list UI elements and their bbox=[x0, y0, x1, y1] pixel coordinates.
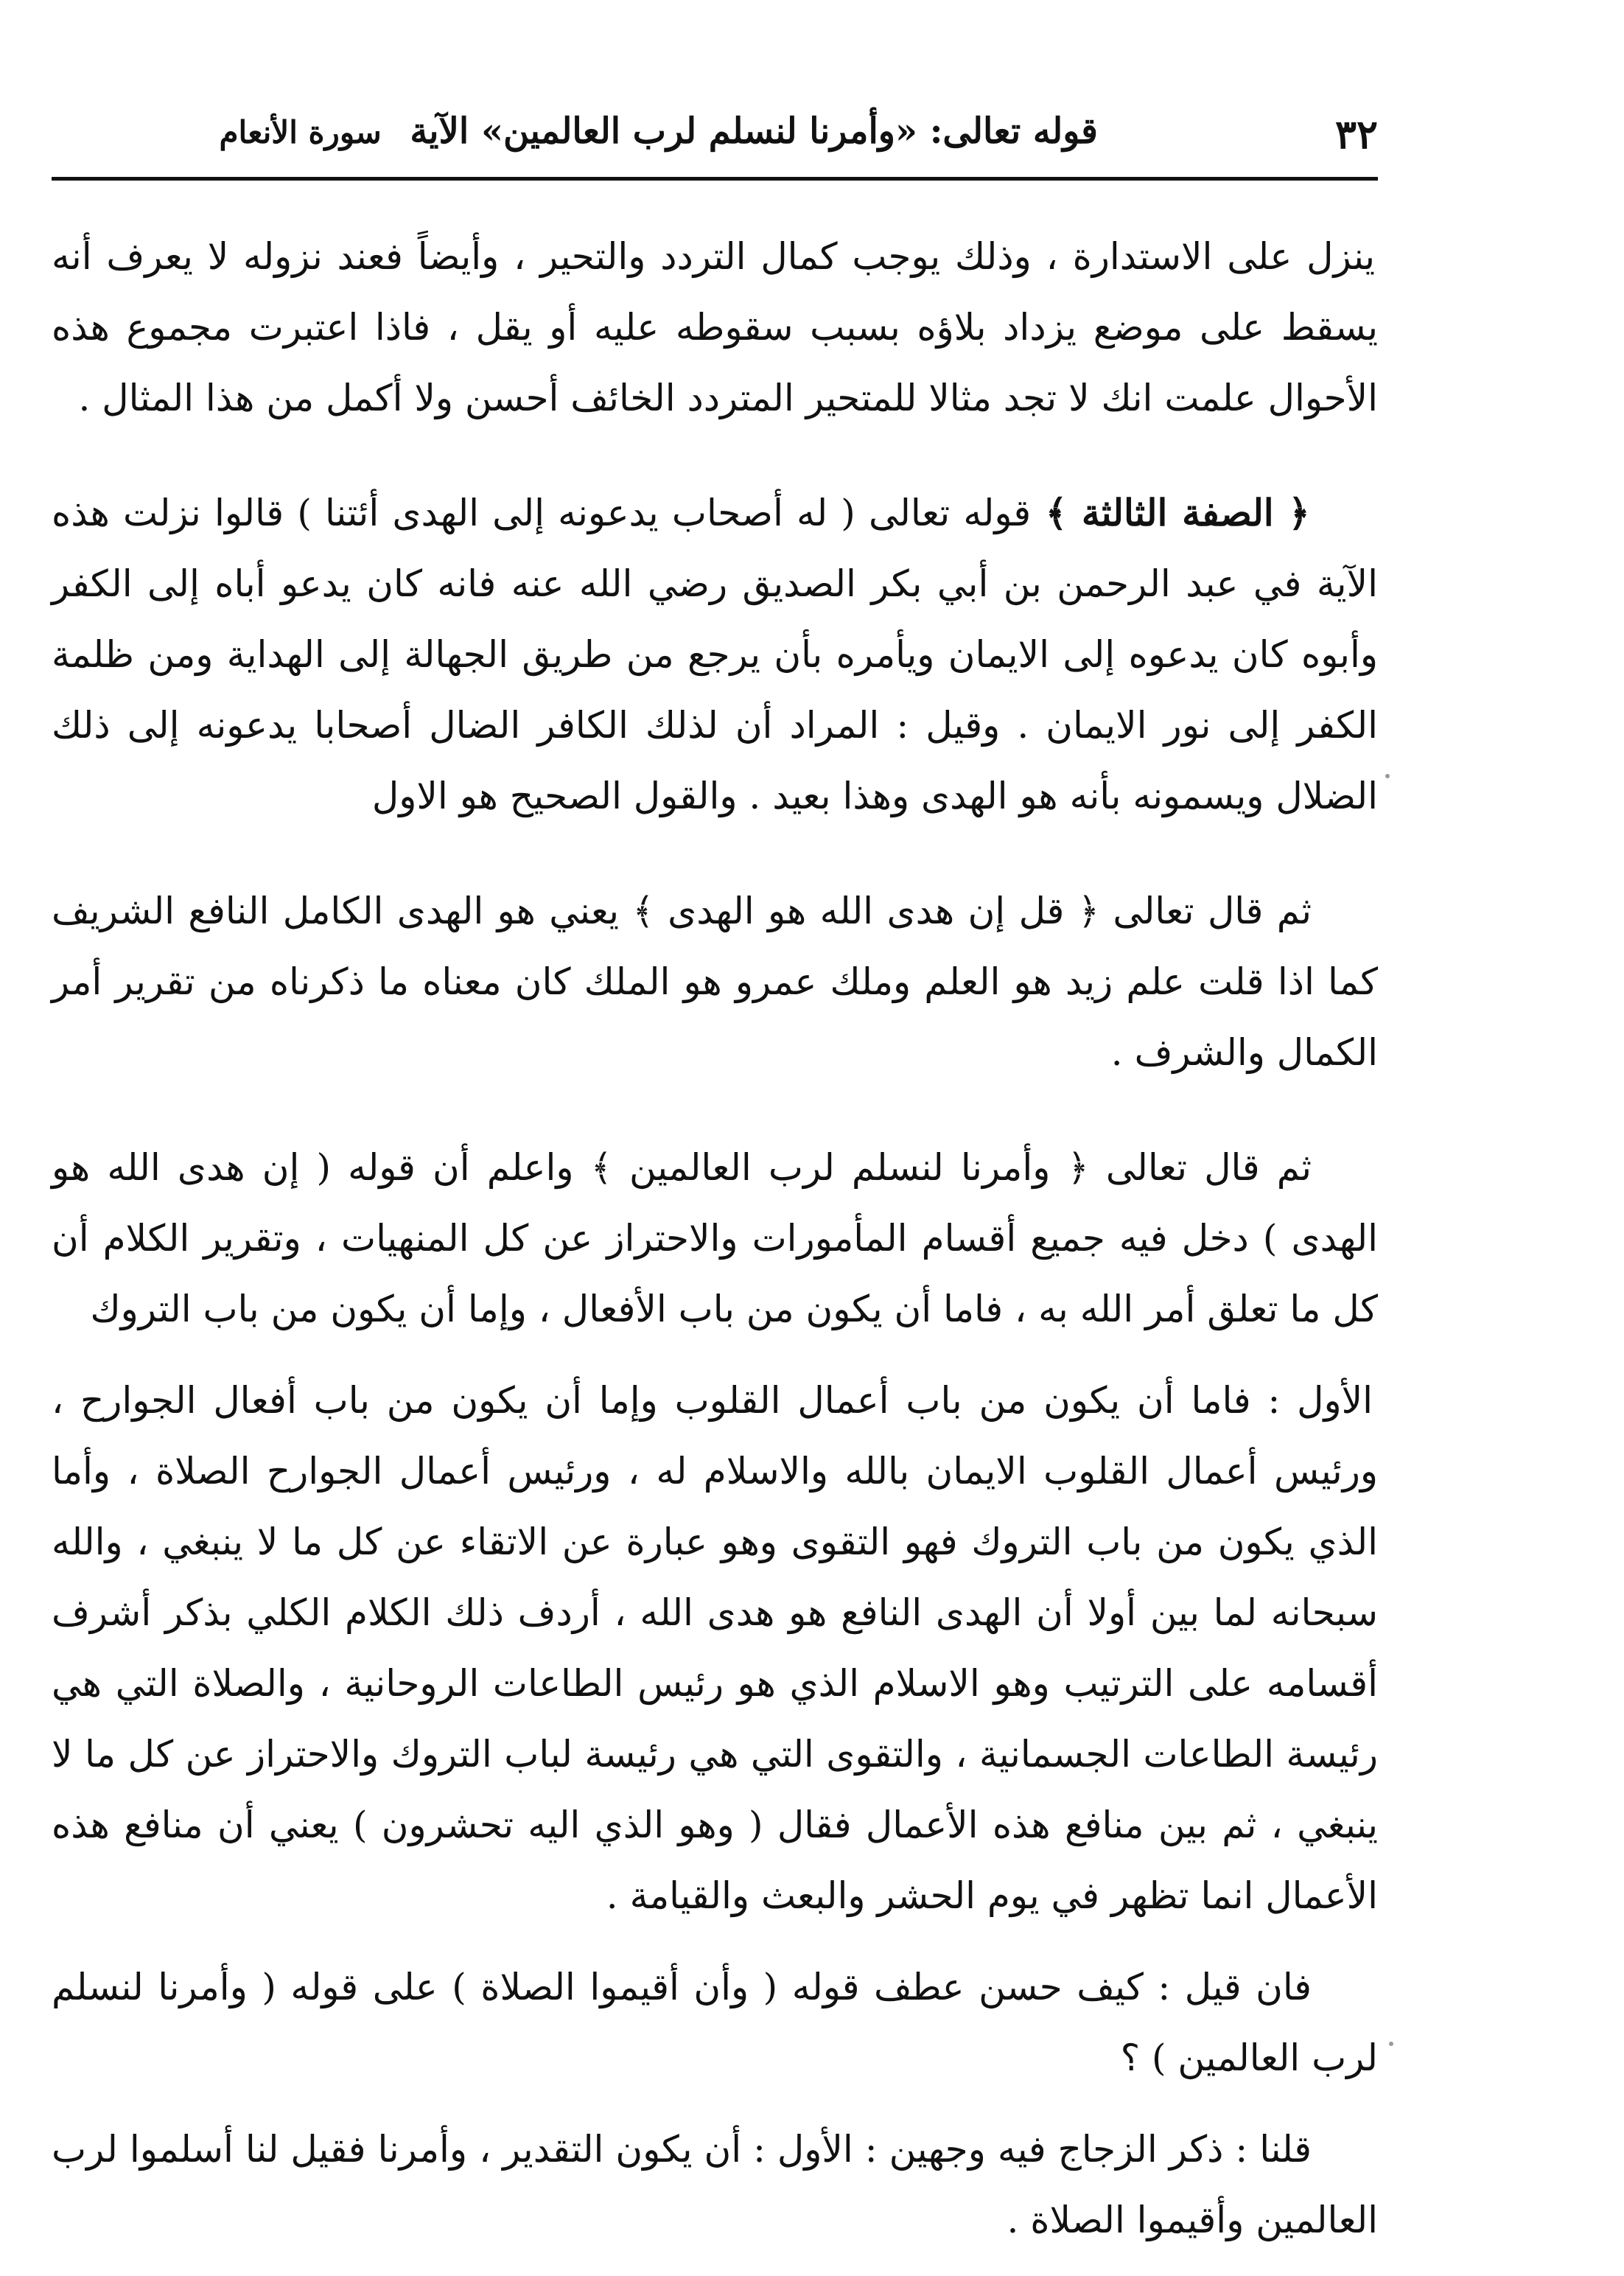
text-line: الايمان . وقيل : المراد أن لذلك الكافر الضال أصحابا يدعونه إلى ذلك الضلال ويسمونه بأنه bbox=[52, 704, 1378, 817]
text-line: العالمين ) ؟ bbox=[1120, 2036, 1301, 2079]
header-rule bbox=[52, 177, 1378, 181]
text-line: يسقط على موضع يزداد بلاؤه بسبب سقوطه عليه أو يقل ، فاذا اعتبرت مجموع هذه الأحوال bbox=[52, 306, 1378, 419]
text-line: اذا قلت علم زيد هو العلم وملك عمرو هو الملك كان معناه ما ذكرناه من تقرير أمر الكمال bbox=[52, 960, 1378, 1074]
text-line: الترتيب وهو الاسلام الذي هو رئيس الطاعات الروحانية ، والصلاة التي هي رئيسة الطاعات bbox=[52, 1662, 1378, 1776]
text-line: ورئيس أعمال القلوب الايمان بالله والاسلام له ، ورئيس أعمال الجوارح الصلاة ، وأما الذي bbox=[52, 1450, 1378, 1563]
paragraph-4 bbox=[52, 1132, 1378, 1344]
text-line: الأول : فاما أن يكون من باب أعمال القلوب وإما أن يكون من باب أفعال الجوارح ، bbox=[52, 1379, 1373, 1422]
page-header bbox=[52, 111, 1378, 177]
text-line: الله به ، فاما أن يكون من باب الأفعال ، وإما أن يكون من باب التروك bbox=[90, 1288, 1134, 1330]
text-line: يكون من باب التروك فهو التقوى وهو عبارة عن الاتقاء عن كل ما لا ينبغي ، والله سبحانه لما bbox=[52, 1521, 1378, 1634]
surah-name: سورة الأنعام bbox=[219, 114, 382, 150]
page-number: ٣٢ bbox=[1334, 111, 1378, 158]
text-line: فان قيل : كيف حسن عطف قوله ( وأن أقيموا الصلاة ) على قوله ( وأمرنا لنسلم لرب bbox=[52, 1966, 1378, 2079]
text-line: ثم قال تعالى ﴿ قل إن هدى الله هو الهدى ﴾ يعني هو الهدى الكامل النافع الشريف كما bbox=[52, 890, 1379, 1003]
text-line: والشرف . bbox=[1110, 1031, 1265, 1074]
section-title: ﴿ الصفة الثالثة ﴾ bbox=[1031, 491, 1310, 534]
paragraph-3 bbox=[52, 876, 1378, 1088]
text-line: ينزل على الاستدارة ، وذلك يوجب كمال التردد والتحير ، وأيضاً فعند نزوله لا يعرف أنه bbox=[52, 235, 1376, 278]
text-line: هو الهدى وهذا بعيد . والقول الصحيح هو الاول bbox=[371, 775, 1058, 817]
running-title bbox=[220, 111, 1098, 152]
paragraph-5 bbox=[52, 1365, 1378, 1931]
text-line: يدعوه إلى الايمان ويأمره بأن يرجع من طريق الجهالة إلى الهداية ومن ظلمة الكفر إلى نور bbox=[52, 633, 1378, 747]
text-line: الآية في عبد الرحمن بن أبي بكر الصديق رضي الله عنه فانه كان يدعو أباه إلى الكفر وأبوه كان bbox=[52, 562, 1378, 676]
paragraph-6 bbox=[52, 1952, 1378, 2093]
running-title-text: قوله تعالى: «وأمرنا لنسلم لرب العالمين» الآية bbox=[397, 111, 1098, 152]
text-line: الجسمانية ، والتقوى التي هي رئيسة لباب التروك والاحتراز عن كل ما لا ينبغي ، ثم بين منافع bbox=[52, 1733, 1378, 1846]
body-text bbox=[52, 221, 1378, 2276]
text-line: بين أولا أن الهدى النافع هو هدى الله ، أردف ذلك الكلام الكلي بذكر أشرف أقسامه على bbox=[52, 1591, 1378, 1705]
text-line: هذه الأعمال فقال ( وهو الذي اليه تحشرون ) يعني أن منافع هذه الأعمال انما تظهر في يوم الحشر bbox=[52, 1804, 1378, 1917]
scan-speck bbox=[1385, 774, 1390, 778]
text-line: دخل فيه جميع أقسام المأمورات والاحتراز عن كل المنهيات ، وتقرير الكلام أن كل ما تعلق أمر bbox=[52, 1217, 1378, 1330]
text-line: والبعث والقيامة . bbox=[606, 1874, 866, 1917]
paragraph-1 bbox=[52, 221, 1378, 433]
text-line: قلنا : ذكر الزجاج فيه وجهين : الأول : أن يكون التقدير ، وأمرنا فقيل لنا أسلموا bbox=[117, 2128, 1312, 2171]
text-line: ثم قال تعالى ﴿ وأمرنا لنسلم لرب العالمين ﴾ واعلم أن قوله ( إن هدى الله هو الهدى ) bbox=[52, 1146, 1378, 1260]
text-line: قوله تعالى ( له أصحاب يدعونه إلى الهدى أئتنا ) قالوا نزلت هذه bbox=[52, 492, 1032, 534]
scan-speck bbox=[1389, 2042, 1393, 2046]
text-line: لرب العالمين وأقيموا الصلاة . bbox=[52, 2128, 1378, 2241]
text-line: علمت انك لا تجد مثالا للمتحير المتردد الخائف أحسن ولا أكمل من هذا المثال . bbox=[78, 377, 1256, 419]
paragraph-2 bbox=[52, 478, 1378, 831]
paragraph-7 bbox=[52, 2114, 1378, 2255]
